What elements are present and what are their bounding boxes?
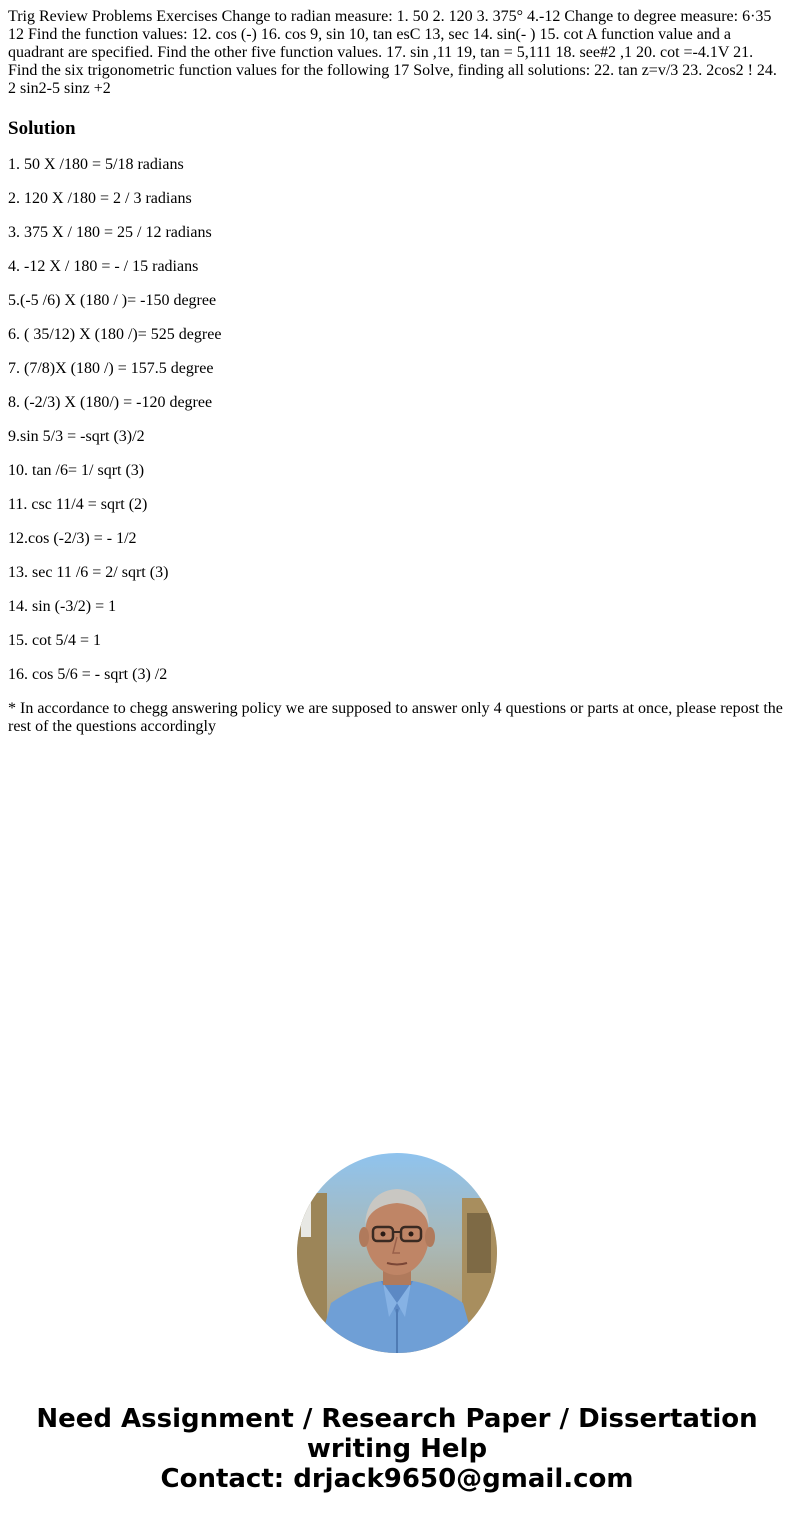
solution-line: 8. (-2/3) X (180/) = -120 degree (8, 394, 213, 411)
solution-line: 11. csc 11/4 = sqrt (2) (8, 496, 148, 513)
banner-line: Need Assignment / Research Paper / Dissertation (36, 1404, 758, 1434)
author-photo (297, 1153, 497, 1353)
contact-email: Contact: drjack9650@gmail.com (160, 1464, 634, 1494)
solution-line: 4. -12 X / 180 = - / 15 radians (8, 258, 199, 275)
solution-line: 14. sin (-3/2) = 1 (8, 598, 117, 615)
solution-list (8, 156, 786, 684)
solution-line: 7. (7/8)X (180 /) = 157.5 degree (8, 360, 214, 377)
solution-line: 2. 120 X /180 = 2 / 3 radians (8, 190, 192, 207)
solution-line: 13. sec 11 /6 = 2/ sqrt (3) (8, 564, 169, 581)
solution-line: 12.cos (-2/3) = - 1/2 (8, 530, 137, 547)
solution-line: 9.sin 5/3 = -sqrt (3)/2 (8, 428, 145, 445)
policy-note: * In accordance to chegg answering policy we are supposed to answer only 4 questions or parts at once, please repost the rest of the questions accordingly (8, 700, 783, 735)
solution-line: 6. ( 35/12) X (180 /)= 525 degree (8, 326, 222, 343)
solution-line: 16. cos 5/6 = - sqrt (3) /2 (8, 666, 168, 683)
document-content (8, 8, 786, 736)
contact-banner (0, 1404, 794, 1494)
solution-line: 15. cot 5/4 = 1 (8, 632, 102, 649)
banner-line: writing Help (306, 1434, 488, 1464)
solution-line: 10. tan /6= 1/ sqrt (3) (8, 462, 145, 479)
solution-line: 3. 375 X / 180 = 25 / 12 radians (8, 224, 212, 241)
solution-heading: Solution (8, 118, 76, 139)
solution-line: 1. 50 X /180 = 5/18 radians (8, 156, 184, 173)
problem-statement: Trig Review Problems Exercises Change to radian measure: 1. 50 2. 120 3. 375° 4.-12 Change to degree measure: 6·35 12 Find the function values: 12. cos (-) 16. cos 9, sin 10, tan esC 13, sec 14. sin(- ) 15. cot A function value and a quadrant are specified. Find the other five function values. 17. sin ,11 19, tan = 5,111 18. see#2 ,1 20. cot =-4.1V 21. Find the six trigonometric function values for the following 17 Solve, finding all solutions: 22. tan z=v/3 23. 2cos2 ! 24. 2 sin2-5 sinz +2 (8, 8, 777, 97)
solution-line: 5.(-5 /6) X (180 / )= -150 degree (8, 292, 217, 309)
